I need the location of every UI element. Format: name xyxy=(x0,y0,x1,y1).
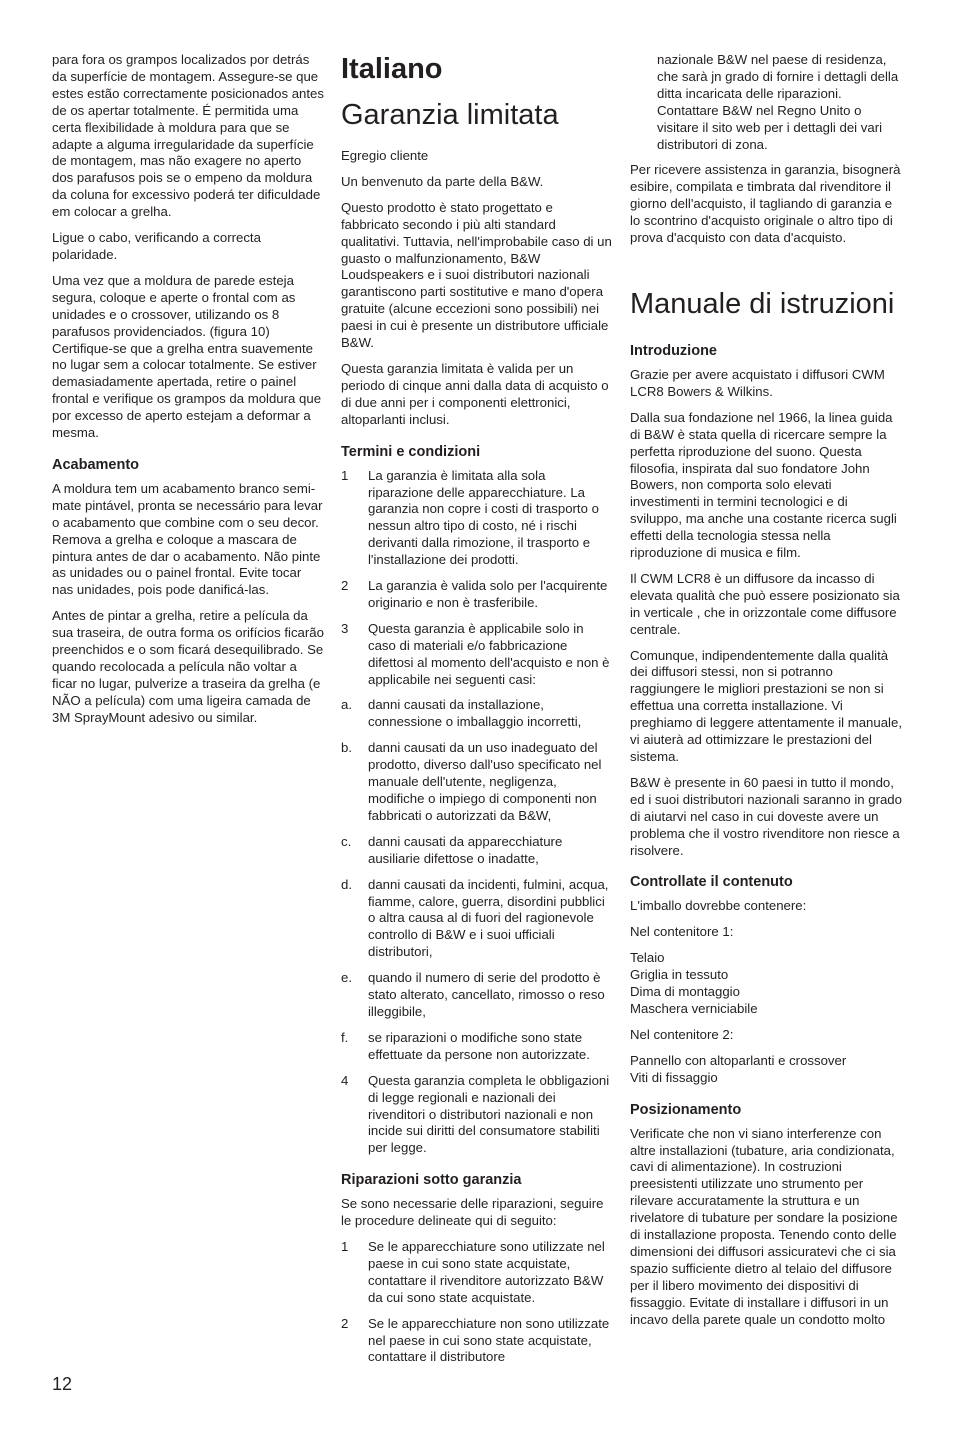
list-item xyxy=(341,1239,613,1307)
terms-list xyxy=(341,468,613,1158)
paragraph: Ligue o cabo, verificando a correcta polaridade. xyxy=(52,230,261,262)
repairs-list-continued xyxy=(630,52,902,153)
list-item-number: e. xyxy=(341,970,352,986)
section-heading-terms: Termini e condizioni xyxy=(341,443,481,460)
list-item-text: quando il numero di serie del prodotto è stato alterato, cancellato, rimosso o reso illeggibile, xyxy=(368,970,605,1019)
box2-items: Pannello con altoparlanti e crossover Viti di fissaggio xyxy=(630,1052,847,1085)
column-italian-warranty xyxy=(341,52,613,1375)
list-item-text: Se le apparecchiature sono utilizzate nel paese in cui sono state acquistate, contattare il rivenditore autorizzato B&W da cui sono state acquistate. xyxy=(368,1239,605,1305)
paragraph: Grazie per avere acquistato i diffusori CWM LCR8 Bowers & Wilkins. xyxy=(630,366,885,399)
section-heading-positioning: Posizionamento xyxy=(630,1101,742,1118)
paragraph: Il CWM LCR8 è un diffusore da incasso di elevata qualità che può essere posizionato sia in verticale , che in orizzontale come diffusore centrale. xyxy=(630,570,900,637)
repairs-intro: Se sono necessarie delle riparazioni, seguire le procedure delineate qui di seguito: xyxy=(341,1196,604,1229)
list-item-text: danni causati da installazione, connessione o imballaggio incorretti, xyxy=(368,697,582,730)
section-heading-acabamento: Acabamento xyxy=(52,456,140,473)
warranty-validity: Questa garanzia limitata è valida per un periodo di cinque anni dalla data di acquisto o di due anni per i componenti elettronici, altoparlanti inclusi. xyxy=(341,360,609,427)
list-item xyxy=(341,468,613,569)
greeting: Egregio cliente xyxy=(341,148,429,163)
paragraph: Antes de pintar a grelha, retire a película da sua traseira, de outra forma os orifícios ficarão preenchidos e o som ficará desequilibrado. Se quando recolocada a película não voltar a ficar no lugar, pulverize a traseira da grelha (e NÃO a película) com uma ligeira camada de 3M SprayMount adesivo ou similar. xyxy=(52,608,324,725)
list-item xyxy=(341,1073,613,1158)
list-item-text: Se le apparecchiature non sono utilizzate nel paese in cui sono state acquistate, contattare il distributore xyxy=(368,1315,610,1365)
page-number: 12 xyxy=(52,1374,73,1394)
list-item-number: d. xyxy=(341,876,352,892)
column-portuguese xyxy=(52,52,324,736)
paragraph: Dalla sua fondazione nel 1966, la linea guida di B&W è stata quella di ricercare sempre la perfetta riproduzione del suono. Questa filosofia, inspirata dal suo fondatore John Bowers, non comporta solo elevati investimenti in termini tecnologici e di sviluppo, ma anche una costante ricerca sugli effetti della tecnologia stessa nella riproduzione di musica e film. xyxy=(630,409,897,561)
list-item xyxy=(630,52,902,153)
list-item-number: 2 xyxy=(341,578,349,594)
list-item-number: 1 xyxy=(341,467,349,483)
list-item-text: Questa garanzia completa le obbligazioni di legge regionali e nazionali dei rivenditori o distributori nazionali e non incide sui diritti del consumatore stabiliti per legge. xyxy=(368,1072,610,1156)
list-item xyxy=(341,877,613,962)
paragraph: A moldura tem um acabamento branco semi-mate pintável, pronta se necessário para levar o acabamento que combine com o seu decor. Remova a grelha e coloque a mascara de pintura antes de dar o acabamento. Não pinte as unidades ou o painel frontal. Evite tocar nas unidades, pois pode danificá-las. xyxy=(52,480,323,598)
section-heading-contents: Controllate il contenuto xyxy=(630,874,793,891)
list-item-number: 4 xyxy=(341,1072,349,1088)
paragraph: L'imballo dovrebbe contenere: xyxy=(630,898,807,914)
box1-label: Nel contenitore 1: xyxy=(630,924,734,940)
list-item xyxy=(341,621,613,689)
manual-title: Manuale di istruzioni xyxy=(630,287,895,320)
paragraph: Verificate che non vi siano interferenze con altre installazioni (tubature, aria condizionata, cavi di alimentazione). In costruzioni preesistenti utilizzate uno strumento per rilevare accuratamente la struttura e un rivelatore di tubature per sondare la posizione di installazione proposta. Tenendo conto delle dimensioni dei diffusori assicuratevi che ci sia spazio sufficiente dietro al telaio del diffusore per il libero movimento dei dispositivi di fissaggio. Evitate di installare i diffusori in un incavo della parete quale un condotto molto xyxy=(630,1125,898,1327)
list-item-number: 1 xyxy=(341,1239,349,1255)
repairs-list xyxy=(341,1239,613,1366)
list-item-text: se riparazioni o modifiche sono state effettuate da persone non autorizzate. xyxy=(368,1029,590,1062)
list-item-number: a. xyxy=(341,697,352,713)
list-item xyxy=(341,1030,613,1064)
warranty-title: Garanzia limitata xyxy=(341,99,559,131)
list-item-number: f. xyxy=(341,1029,349,1045)
list-item xyxy=(341,970,613,1021)
assistance-paragraph: Per ricevere assistenza in garanzia, bisognerà esibire, compilata e timbrata dal rivenditore il giorno dell'acquisto, il tagliando di garanzia e lo scontrino d'acquisto originale o altro tipo di prova d'acquisto con data d'acquisto. xyxy=(630,162,901,246)
list-item xyxy=(341,578,613,612)
list-item-text: nazionale B&W nel paese di residenza, che sarà jn grado di fornire i dettagli della ditta incaricata delle riparazioni. Contattare B&W nel Regno Unito o visitare il sito web per i dettagli dei vari distributori di zona. xyxy=(657,52,899,152)
list-item-number: b. xyxy=(341,740,352,756)
list-item-text: danni causati da un uso inadeguato del prodotto, diverso dall'uso specificato nel manuale dell'utente, negligenza, modifiche o impiego di componenti non fabbricati o autorizzati da B&W, xyxy=(368,740,602,823)
list-item-text: La garanzia è limitata alla sola riparazione delle apparecchiature. La garanzia non copre i costi di trasporto o nessun altro tipo di costo, né i rischi derivanti dalla rimozione, il trasporto e l'installazione dei prodotti. xyxy=(368,467,599,568)
list-item-text: La garanzia è valida solo per l'acquirente originario e non è trasferibile. xyxy=(368,578,608,610)
paragraph: B&W è presente in 60 paesi in tutto il mondo, ed i suoi distributori nazionali saranno in grado di aiutarvi nel caso in cui doveste avere un problema che il vostro rivenditore non riesce a risolvere. xyxy=(630,774,902,858)
welcome: Un benvenuto da parte della B&W. xyxy=(341,173,544,189)
list-item-number: 3 xyxy=(341,620,349,636)
section-heading-repairs: Riparazioni sotto garanzia xyxy=(341,1172,522,1189)
list-item xyxy=(341,697,613,731)
list-item-number: c. xyxy=(341,833,352,849)
list-item-text: danni causati da apparecchiature ausiliarie difettose o inadatte, xyxy=(368,833,563,866)
box1-items: Telaio Griglia in tessuto Dima di montaggio Maschera verniciabile xyxy=(630,950,758,1016)
list-item xyxy=(341,834,613,868)
list-item xyxy=(341,1316,613,1367)
box2-label: Nel contenitore 2: xyxy=(630,1026,734,1042)
language-title: Italiano xyxy=(341,53,443,85)
warranty-intro: Questo prodotto è stato progettato e fabbricato secondo i più alti standard qualitativi. Tuttavia, nell'improbabile caso di un guasto o malfunzionamento, B&W Loudspeakers e i suoi distributori nazionali garantiscono parti sostitutive e mano d'opera gratuite (alcune eccezioni sono possibili) nei paesi in cui è presente un distributore ufficiale B&W. xyxy=(341,199,612,351)
paragraph: Comunque, indipendentemente dalla qualità dei diffusori stessi, non si potranno raggiungere le migliori prestazioni se non si effettua una corretta installazione. Vi preghiamo di leggere attentamente il manuale, vi aiuterà ad ottimizzare le prestazioni del sistema. xyxy=(630,647,902,764)
paragraph: Uma vez que a moldura de parede esteja segura, coloque e aperte o frontal com as unidades e o crossover, utilizando os 8 parafusos providenciados. (figura 10) Certifique-se que a grelha entra suavemente no lugar sem a colocar totalmente. Se estiver demasiadamente apertada, retire o painel frontal e verifique os grampos da moldura que por excesso de aperto estejam a deformar a mesma. xyxy=(52,272,322,441)
list-item-text: danni causati da incidenti, fulmini, acqua, fiamme, calore, guerra, disordini pubblici o altra causa al di fuori del ragionevole controllo di B&W e i suoi ufficiali distributori, xyxy=(368,876,609,960)
list-item-text: Questa garanzia è applicabile solo in caso di materiali e/o fabbricazione difettosi al momento dell'acquisto e non è applicabile nei seguenti casi: xyxy=(368,620,610,687)
paragraph: para fora os grampos localizados por detrás da superfície de montagem. Assegure-se que estes estão correctamente posicionados antes de os apertar totalmente. É permitida uma certa flexibilidade à moldura para que se adapte a alguma irregularidade da superfície de montagem, mas não exagere no aperto dos parafusos pois se o empeno da moldura da coluna for excessivo poderá ter dificuldade em colocar a grelha. xyxy=(52,52,324,220)
list-item xyxy=(341,740,613,825)
list-item-number: 2 xyxy=(341,1315,349,1331)
column-italian-manual xyxy=(630,52,902,1337)
section-heading-intro: Introduzione xyxy=(630,342,717,359)
